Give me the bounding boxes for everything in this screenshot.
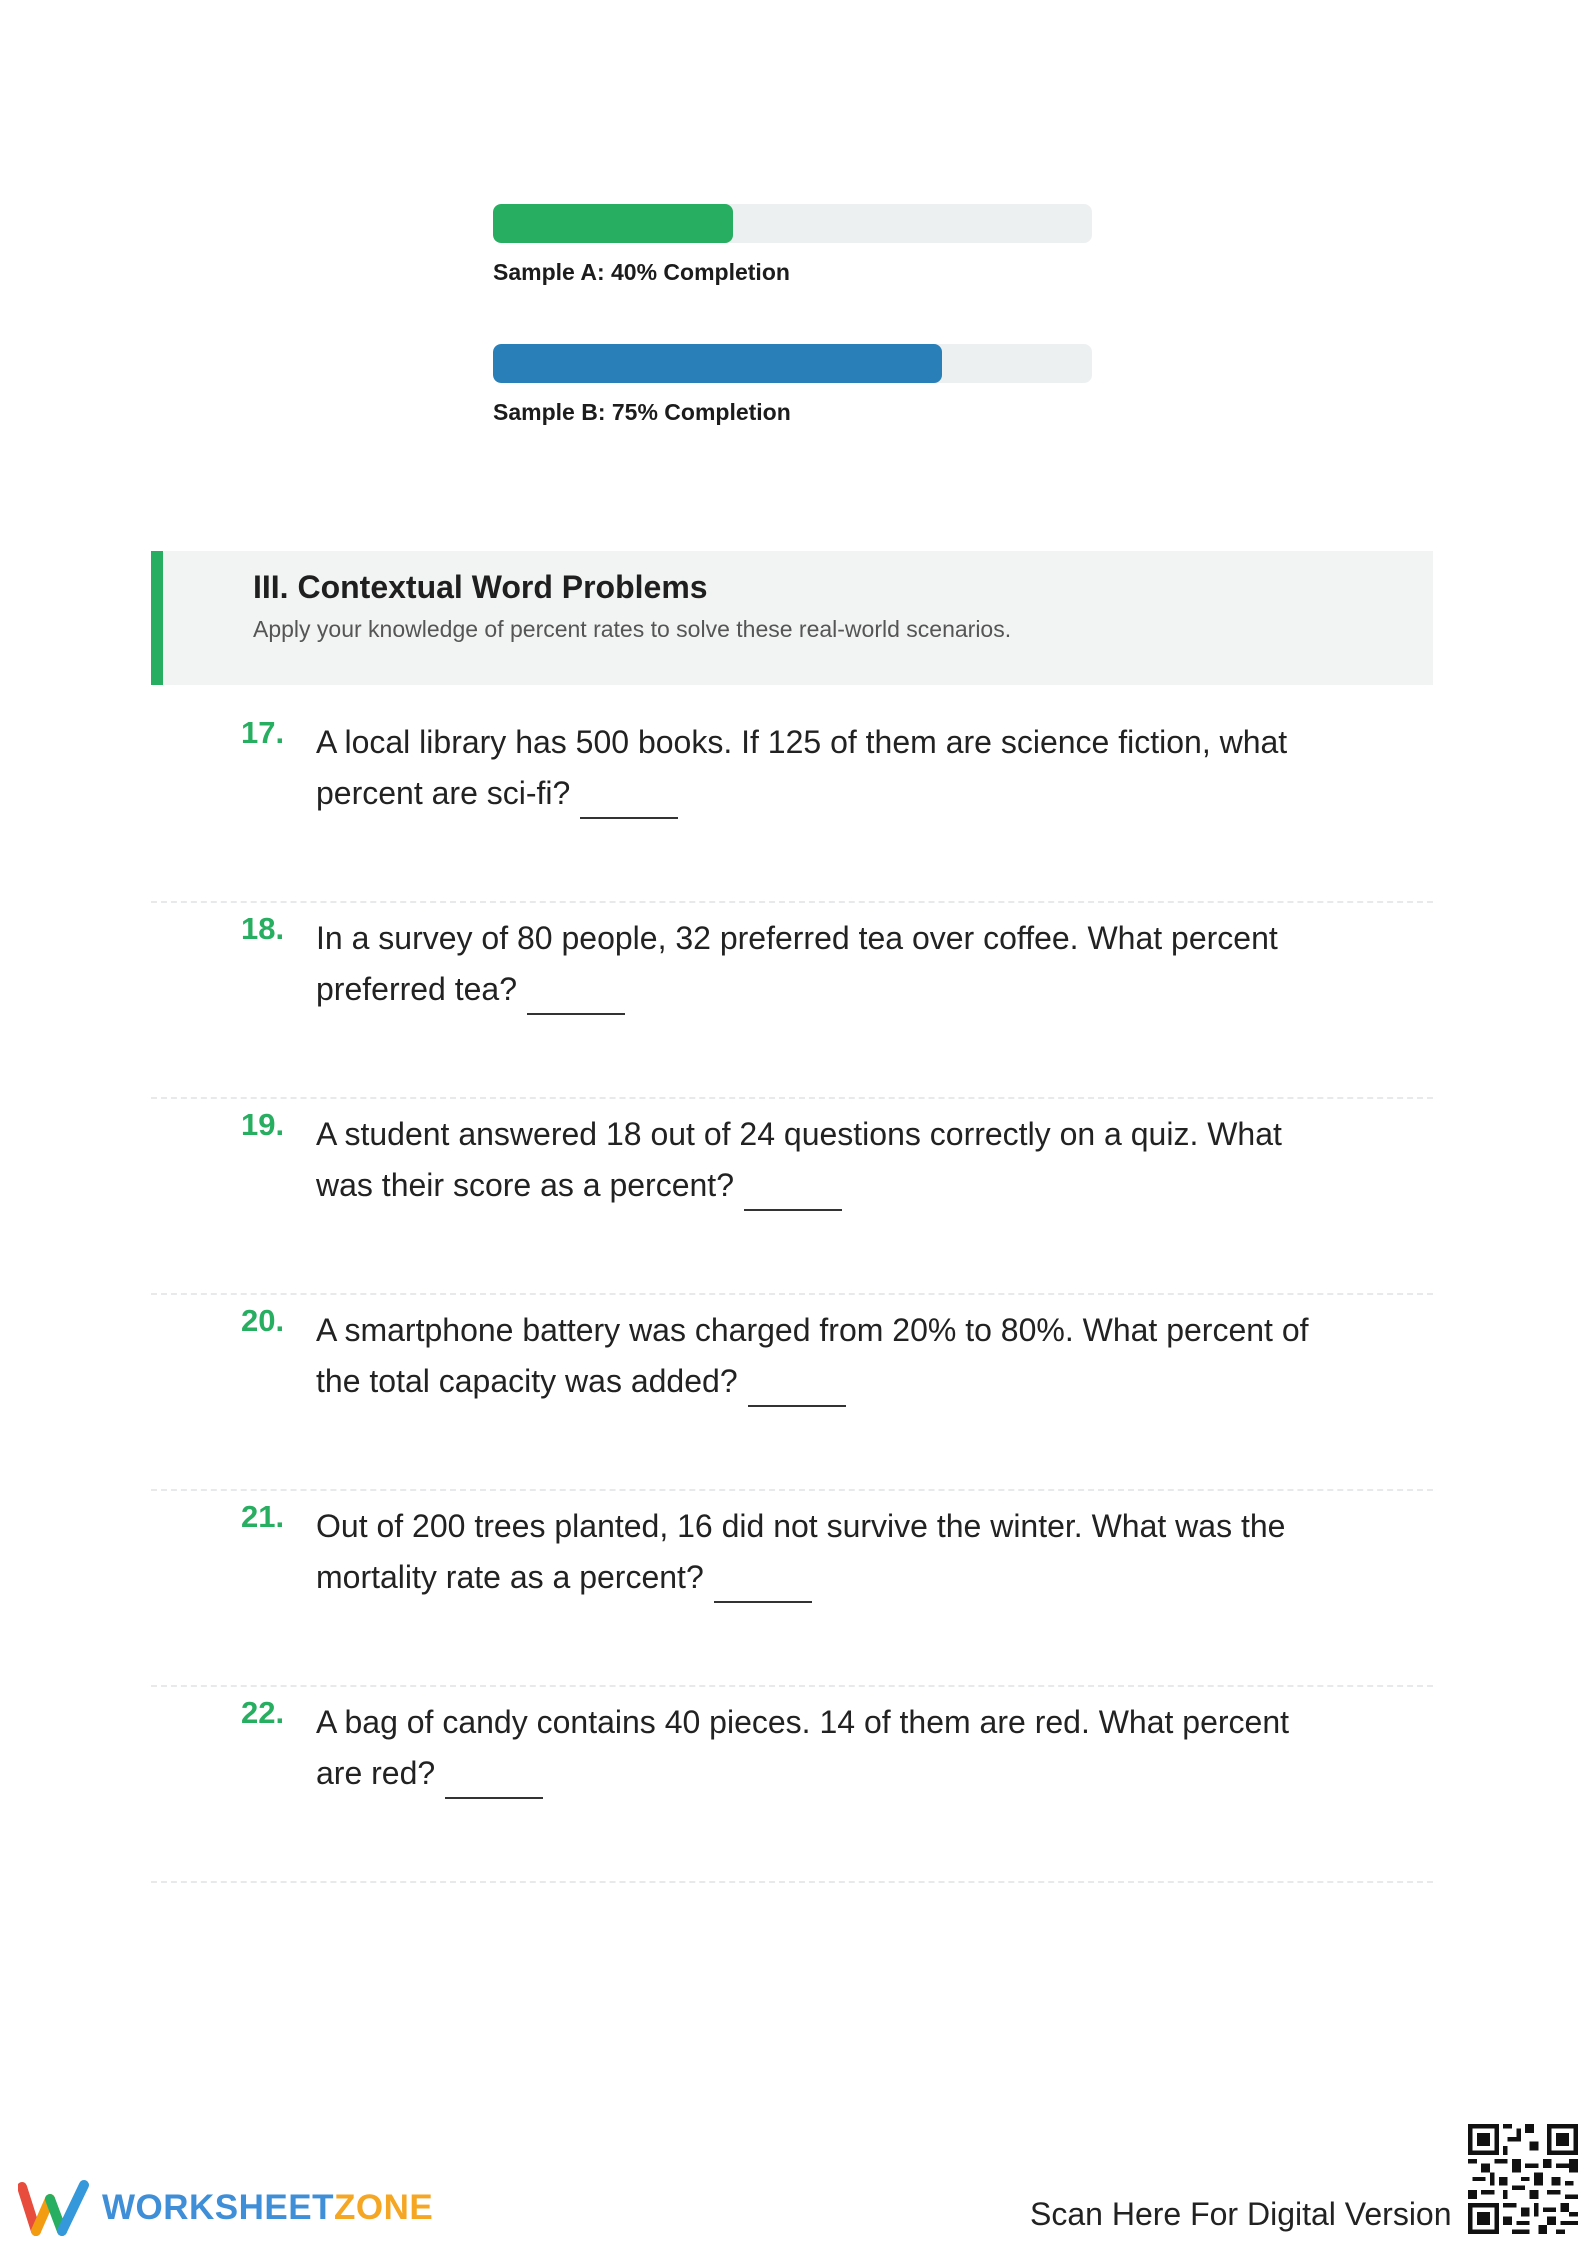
problem-22 [151,1687,1433,1883]
progress-track [493,204,1092,243]
logo-text-zone: ZONE [334,2188,434,2227]
worksheetzone-logo[interactable] [18,2178,433,2238]
problem-question: Out of 200 trees planted, 16 did not survive the winter. What was the mortality rate as a percent? [316,1508,1286,1595]
problem-21 [151,1491,1433,1687]
problem-number: 18. [241,911,285,946]
logo-text [102,2188,433,2228]
section-title: III. Contextual Word Problems [253,569,708,605]
progress-sample-b [493,344,1092,426]
problem-number: 17. [241,715,285,750]
problem-text [316,717,1316,819]
problem-17 [151,707,1433,903]
problem-number: 22. [241,1695,285,1730]
logo-w-icon [18,2179,90,2237]
qr-code-icon[interactable] [1468,2124,1578,2234]
scan-instruction: Scan Here For Digital Version [1030,2196,1452,2232]
problem-question: In a survey of 80 people, 32 preferred tea over coffee. What percent preferred tea? [316,920,1278,1007]
problem-text [316,1697,1316,1799]
logo-text-worksheet: WORKSHEET [102,2188,334,2227]
answer-blank[interactable] [744,1173,842,1211]
section-subtitle: Apply your knowledge of percent rates to solve these real-world scenarios. [253,616,1012,642]
answer-blank[interactable] [445,1761,543,1799]
progress-fill [493,204,733,243]
progress-label: Sample B: 75% Completion [493,399,791,425]
answer-blank[interactable] [748,1369,846,1407]
problem-20 [151,1295,1433,1491]
problem-text [316,1109,1316,1211]
problem-19 [151,1099,1433,1295]
answer-blank[interactable] [527,977,625,1015]
answer-blank[interactable] [714,1565,812,1603]
problem-18 [151,903,1433,1099]
problem-question: A local library has 500 books. If 125 of them are science fiction, what percent are sci-fi? [316,724,1288,811]
problem-question: A student answered 18 out of 24 questions correctly on a quiz. What was their score as a percent? [316,1116,1282,1203]
problem-text [316,1305,1316,1407]
problem-number: 19. [241,1107,285,1142]
progress-sample-a [493,204,1092,286]
problem-number: 21. [241,1499,285,1534]
section-header [151,551,1433,685]
problem-question: A smartphone battery was charged from 20% to 80%. What percent of the total capacity was added? [316,1312,1309,1399]
problem-text [316,913,1316,1015]
progress-fill [493,344,942,383]
problem-text [316,1501,1316,1603]
answer-blank[interactable] [580,781,678,819]
progress-label: Sample A: 40% Completion [493,259,790,285]
problem-question: A bag of candy contains 40 pieces. 14 of them are red. What percent are red? [316,1704,1290,1791]
progress-track [493,344,1092,383]
problem-number: 20. [241,1303,285,1338]
